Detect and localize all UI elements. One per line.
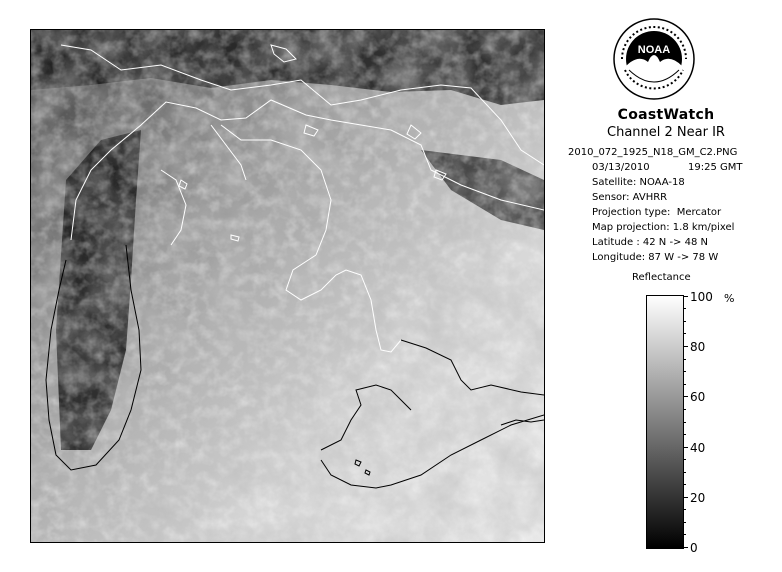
tick-mark (683, 547, 688, 548)
map-projection-label: Map projection: 1.8 km/pixel (592, 222, 735, 233)
tick-label: 100 (690, 290, 713, 304)
tick-mark-minor (683, 333, 686, 334)
channel-label: Channel 2 Near IR (607, 125, 725, 140)
file-name: 2010_072_1925_N18_GM_C2.PNG (568, 147, 738, 158)
time-label: 19:25 GMT (688, 162, 743, 173)
longitude-label: Longitude: 87 W -> 78 W (592, 252, 719, 263)
tick-mark-minor (683, 384, 686, 385)
tick-mark-minor (683, 459, 686, 460)
colorbar-gradient (646, 295, 684, 549)
tick-label: 20 (690, 491, 706, 505)
tick-mark (683, 346, 688, 347)
noaa-emblem-icon (613, 18, 695, 100)
tick-mark-minor (683, 409, 686, 410)
tick-label: 0 (690, 541, 698, 555)
tick-mark-minor (683, 522, 686, 523)
noaa-logo (613, 18, 695, 100)
tick-mark-minor (683, 359, 686, 360)
projection-type-label: Projection type: Mercator (592, 207, 722, 218)
colorbar-legend (646, 290, 713, 555)
tick-mark-minor (683, 321, 686, 322)
tick-mark (683, 447, 688, 448)
tick-mark-minor (683, 484, 686, 485)
tick-mark-minor (683, 472, 686, 473)
satellite-image-panel (30, 29, 545, 543)
tick-mark-minor (683, 308, 686, 309)
tick-mark-minor (683, 509, 686, 510)
latitude-label: Latitude : 42 N -> 48 N (592, 237, 708, 248)
tick-mark (683, 396, 688, 397)
tick-label: 40 (690, 441, 706, 455)
date-label: 03/13/2010 (592, 162, 650, 173)
logo-text: NOAA (637, 44, 671, 56)
satellite-label: Satellite: NOAA-18 (592, 177, 685, 188)
tick-mark (683, 296, 688, 297)
tick-label: 60 (690, 390, 706, 404)
product-title: CoastWatch (617, 107, 715, 123)
satellite-map (31, 30, 544, 542)
sensor-label: Sensor: AVHRR (592, 192, 668, 203)
legend-title: Reflectance (632, 272, 691, 283)
tick-mark-minor (683, 371, 686, 372)
tick-mark (683, 497, 688, 498)
tick-mark-minor (683, 422, 686, 423)
tick-mark-minor (683, 434, 686, 435)
tick-label: 80 (690, 340, 706, 354)
tick-mark-minor (683, 534, 686, 535)
legend-unit: % (724, 292, 735, 305)
